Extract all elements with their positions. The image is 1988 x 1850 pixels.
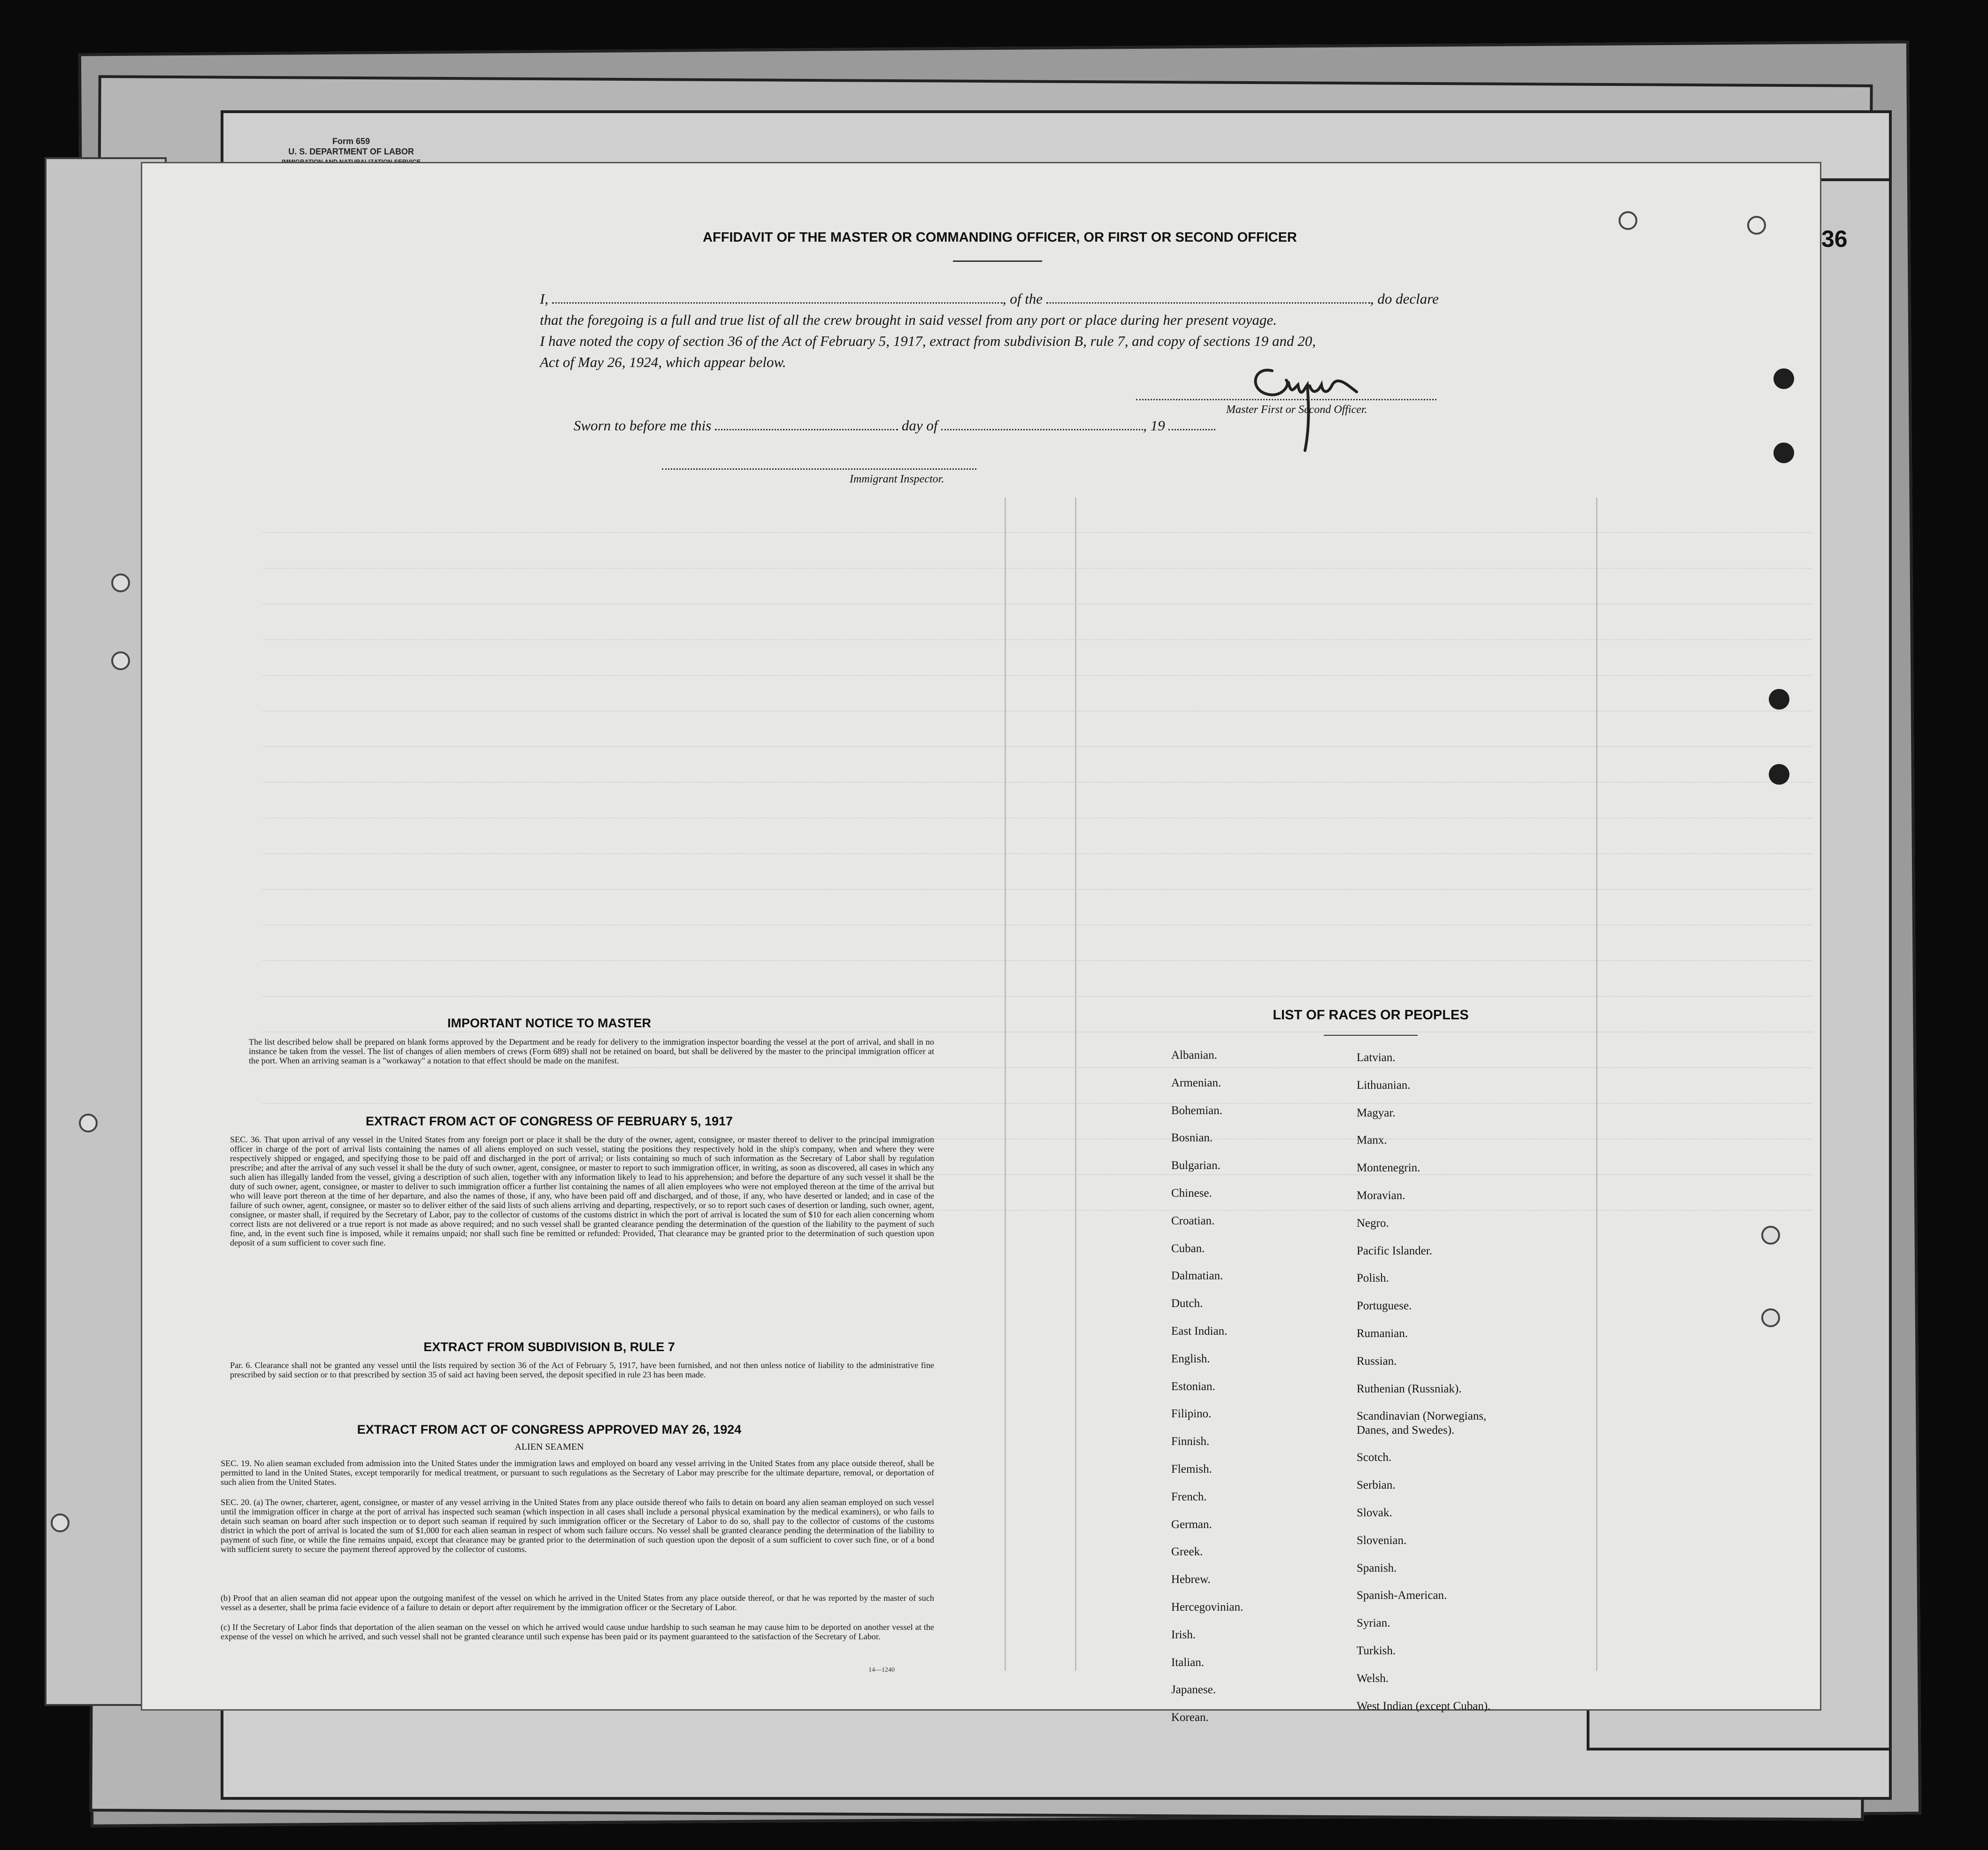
race-item: Chinese. [1171, 1186, 1212, 1200]
notice-title: IMPORTANT NOTICE TO MASTER [447, 1016, 651, 1030]
races-title-rule [1324, 1035, 1418, 1036]
race-item: Flemish. [1171, 1462, 1212, 1475]
race-item: Estonian. [1171, 1380, 1215, 1393]
extract-1917-title: EXTRACT FROM ACT OF CONGRESS OF FEBRUARY 5, 1917 [365, 1114, 733, 1128]
race-item: Slovak. [1357, 1506, 1392, 1519]
print-form-number: 14—1240 [868, 1667, 895, 1674]
race-item: Slovenian. [1357, 1534, 1407, 1547]
race-item: Moravian. [1357, 1189, 1405, 1202]
inspector-signature-line [662, 468, 976, 470]
race-item: Serbian. [1357, 1479, 1396, 1492]
punch-hole [1747, 216, 1766, 235]
sworn-month-field[interactable] [941, 419, 1143, 430]
race-item: Cuban. [1171, 1242, 1205, 1255]
race-item: Finnish. [1171, 1435, 1210, 1448]
race-item: Latvian. [1357, 1051, 1396, 1064]
race-item: German. [1171, 1518, 1212, 1531]
race-item: English. [1171, 1352, 1210, 1365]
department-label: U. S. DEPARTMENT OF LABOR [288, 147, 414, 156]
race-item: Spanish. [1357, 1561, 1397, 1575]
race-item: Welsh. [1357, 1672, 1389, 1685]
race-item: Pacific Islander. [1357, 1244, 1433, 1257]
extract-1924-sec20a: SEC. 20. (a) The owner, charterer, agent, consignee, or master of any vessel arriving in the United States from any place outside thereof who fails to detain on board any alien seaman employed on such vessel until the immigration officer in charge at the port of arrival has inspected such seaman (which inspection in all cases shall include a personal physical examination by the medical examiners), or who fails to detain such seaman on board after such inspection or to deport such seaman if required by such immigration officer or the Secretary of Labor to do so, shall pay to the collector of customs of the customs district in which the port of arrival is located the sum of $1,000 for each alien seaman in respect of whom such failure occurs. No vessel shall be granted clearance pending the determination of the liability to payment of such fine, or while the fine remains unpaid, except that clearance may be granted prior to the determination of such question upon the deposit of a sum sufficient to cover such fine, or of a bond with sufficient surety to secure the payment thereof approved by the collector of customs. [221, 1498, 934, 1554]
punch-hole [1619, 211, 1637, 230]
vessel-prefix: , of the [1002, 290, 1043, 307]
race-item: Hercegovinian. [1171, 1600, 1243, 1613]
race-item: Polish. [1357, 1272, 1389, 1285]
race-item: East Indian. [1171, 1324, 1228, 1338]
race-item: Dalmatian. [1171, 1269, 1223, 1283]
race-item: Albanian. [1171, 1049, 1217, 1062]
race-item: Magyar. [1357, 1106, 1396, 1119]
extract-1917-text: SEC. 36. That upon arrival of any vessel in the United States from any foreign port or place it shall be the duty of the owner, agent, consignee, or master thereof to deliver to the principal immigration officer in charge of the port of arrival lists containing the names of all aliens employed on such vessel, stating the positions they respectively hold in the ship's company, when and where they were respectively shipped or engaged, and specifying those to be paid off and discharged in the port of arrival; or lists containing so much of such information as the Secretary of Labor shall by regulation prescribe; and after the arrival of any such vessel it shall be the duty of such owner, agent, consignee, or master to report to such immigration officer, in writing, as soon as discovered, all cases in which any such alien has illegally landed from the vessel, giving a description of such alien, together with any information likely to lead to his apprehension; and before the departure of any such vessel it shall be the duty of such owner, agent, consignee, or master to deliver to such immigration officer a further list containing the names of all alien employees who were not employed thereon at the time of the arrival but who will leave port thereon at the time of her departure, and also the names of those, if any, who have been paid off and discharged, and of those, if any, who have deserted or landed; and in case of the failure of such owner, agent, consignee, or master so to deliver either of the said lists of such aliens arriving and departing, respectively, or so to report such cases of desertion or landing, such owner, agent, consignee, or master shall, if required by the Secretary of Labor, pay to the collector of customs of the customs district in which the port of arrival is located the sum of $10 for each alien concerning whom correct lists are not delivered or a true report is not made as above required; and no such vessel shall be granted clearance pending the determination of the question of the liability to the payment of such fine, and, in the event such fine is imposed, while it remains unpaid; nor shall such fine be remitted or refunded: Provided, That clearance may be granted prior to the determination of such question upon deposit of a sum sufficient to cover such fine. [230, 1135, 934, 1247]
race-item: Manx. [1357, 1134, 1387, 1147]
punch-hole [1769, 689, 1789, 710]
affidavit-line-4: Act of May 26, 1924, which appear below. [540, 354, 786, 370]
race-item: Bohemian. [1171, 1104, 1223, 1117]
race-item: Negro. [1357, 1216, 1389, 1230]
race-item: Spanish-American. [1357, 1589, 1447, 1602]
vessel-name-field[interactable] [1046, 292, 1370, 304]
punch-hole [1761, 1308, 1780, 1327]
sworn-line [574, 415, 1215, 436]
binder-hole [111, 573, 130, 592]
race-item: Italian. [1171, 1656, 1205, 1669]
race-item: Ruthenian (Russniak). [1357, 1382, 1462, 1395]
declarant-prefix: I, [540, 290, 549, 307]
binder-hole [51, 1514, 69, 1532]
punch-hole [1761, 1226, 1780, 1245]
extract-1924-subtitle: ALIEN SEAMEN [514, 1442, 584, 1452]
notice-text: The list described below shall be prepared on blank forms approved by the Department and be ready for delivery to the immigration inspector boarding the vessel at the port of arrival, and shall in no instance be taken from the vessel. The list of changes of alien members of crews (Form 689) shall not be retained on board, but shall be delivered by the master to the principal immigration officer at the port. When an arriving seaman is a "workaway" a notation to that effect should be made on the manifest. [249, 1037, 934, 1065]
affidavit-line-2: that the foregoing is a full and true list of all the crew brought in said vessel from any port or place during her present voyage. [540, 312, 1277, 328]
sworn-day-label: day of [901, 417, 938, 434]
declare-suffix: , do declare [1370, 290, 1439, 307]
extract-1924-sec19: SEC. 19. No alien seaman excluded from admission into the United States under the immigration laws and employed on board any vessel arriving in the United States from any place outside thereof, shall be permitted to land in the United States, except temporarily for medical treatment, or pursuant to such regulations as the Secretary of Labor may prescribe for the ultimate departure, removal, or deportation of such alien from the United States. [221, 1459, 934, 1487]
punch-hole [1773, 368, 1794, 389]
race-item: Croatian. [1171, 1214, 1215, 1227]
sworn-date-field[interactable] [715, 419, 898, 430]
race-item: Scotch. [1357, 1451, 1392, 1464]
race-item: Syrian. [1357, 1617, 1390, 1630]
extract-1924-sec20b: (b) Proof that an alien seaman did not appear upon the outgoing manifest of the vessel on which he arrived in the United States from any place outside thereof, or that he was reported by the master of such vessel as a deserter, shall be prima facie evidence of a failure to detain or deport after requirement by the immigration officer or the Secretary of Labor. [221, 1593, 934, 1612]
binder-hole [111, 651, 130, 670]
race-item: Montenegrin. [1357, 1162, 1420, 1175]
sworn-prefix: Sworn to before me this [574, 417, 712, 434]
races-title: LIST OF RACES OR PEOPLES [1273, 1008, 1469, 1023]
declarant-name-field[interactable] [552, 292, 1003, 304]
race-item: French. [1171, 1490, 1207, 1503]
race-item: Bosnian. [1171, 1131, 1213, 1145]
affidavit-line-3: I have noted the copy of section 36 of the Act of February 5, 1917, extract from subdivision B, rule 7, and copy of sections 19 and 20, [540, 333, 1316, 349]
bleed-through-column [1075, 497, 1076, 1671]
race-item: Greek. [1171, 1545, 1203, 1559]
extract-1924-title: EXTRACT FROM ACT OF CONGRESS APPROVED MAY 26, 1924 [357, 1422, 742, 1437]
extract-1924-sec20c: (c) If the Secretary of Labor finds that deportation of the alien seaman on the vessel on which he arrived would cause undue hardship to such seaman he may cause him to be deported on another vessel at the expense of the vessel on which he arrived, and such vessel shall not be granted clearance until such expense has been paid or its payment guaranteed to the satisfaction of the Secretary of Labor. [221, 1622, 934, 1641]
inspector-caption: Immigrant Inspector. [850, 473, 944, 485]
bleed-through-rows [263, 497, 1812, 1211]
race-item: Dutch. [1171, 1297, 1203, 1310]
sworn-year-field[interactable] [1168, 419, 1215, 430]
title-rule [953, 260, 1042, 262]
extract-rule7-title: EXTRACT FROM SUBDIVISION B, RULE 7 [423, 1340, 675, 1354]
bleed-through-column [1005, 497, 1006, 1671]
race-item: Armenian. [1171, 1076, 1221, 1089]
binder-hole [79, 1114, 98, 1132]
bleed-through-column [1596, 497, 1597, 1671]
sworn-year-label: , 19 [1143, 417, 1165, 434]
race-item: Hebrew. [1171, 1573, 1211, 1586]
races-left-column [1171, 1042, 1243, 1732]
race-item: Russian. [1357, 1354, 1397, 1368]
race-item: Portuguese. [1357, 1300, 1412, 1313]
race-item: Scandinavian (Norwegians, Danes, and Swedes). [1357, 1410, 1487, 1437]
master-signature-line [1136, 399, 1436, 400]
affidavit-line-1 [540, 289, 1439, 309]
race-item: Filipino. [1171, 1407, 1212, 1421]
race-item: Turkish. [1357, 1644, 1396, 1657]
master-signature-caption: Master First or Second Officer. [1226, 404, 1367, 416]
race-item: Bulgarian. [1171, 1159, 1220, 1172]
punch-hole [1769, 764, 1789, 785]
race-item: Irish. [1171, 1628, 1196, 1641]
punch-hole [1773, 443, 1794, 463]
race-item: Lithuanian. [1357, 1078, 1411, 1092]
extract-rule7-text: Par. 6. Clearance shall not be granted any vessel until the lists required by section 36 of the Act of February 5, 1917, have been furnished, and not then unless notice of liability to the administrative fine prescribed by said section or to that prescribed by section 35 of said act having been served, the deposit specified in rule 23 has been made. [230, 1361, 934, 1379]
sheet-number: 36 [1821, 226, 1848, 252]
race-item: Japanese. [1171, 1683, 1216, 1697]
race-item: Rumanian. [1357, 1327, 1408, 1340]
affidavit-title: AFFIDAVIT OF THE MASTER OR COMMANDING OFFICER, OR FIRST OR SECOND OFFICER [703, 230, 1297, 245]
race-item: Korean. [1171, 1711, 1209, 1724]
form-number-label: Form 659 [332, 137, 370, 146]
races-right-column [1357, 1044, 1516, 1720]
race-item: West Indian (except Cuban). [1357, 1699, 1491, 1712]
